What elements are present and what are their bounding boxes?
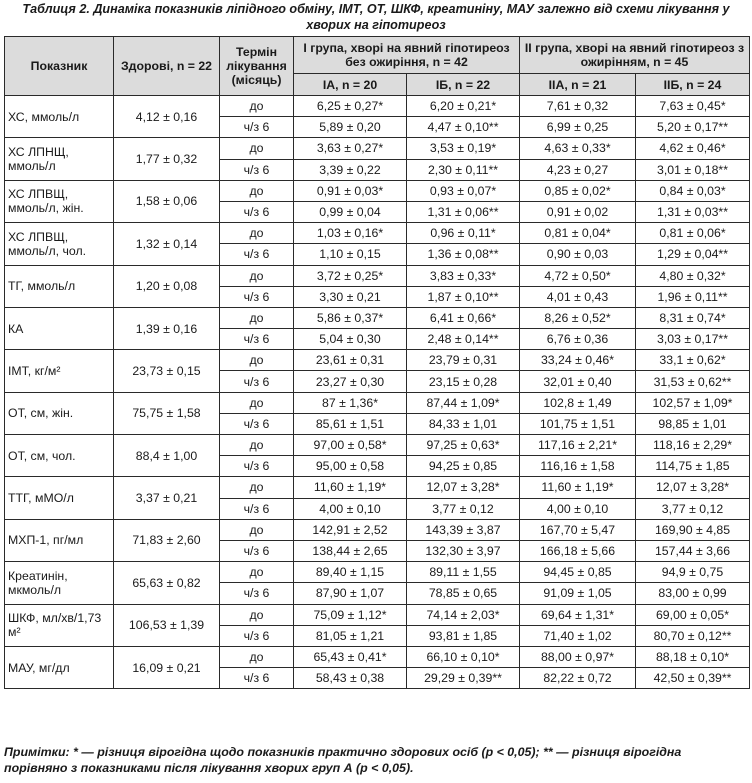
value-cell: 84,33 ± 1,01 [407, 413, 520, 434]
value-cell: 5,04 ± 0,30 [294, 329, 407, 350]
term-cell: ч/з 6 [220, 540, 294, 561]
value-cell: 80,70 ± 0,12** [636, 625, 750, 646]
term-cell: ч/з 6 [220, 286, 294, 307]
value-cell: 6,20 ± 0,21* [407, 96, 520, 117]
value-cell: 23,15 ± 0,28 [407, 371, 520, 392]
term-cell: до [220, 392, 294, 413]
value-cell: 71,40 ± 1,02 [520, 625, 636, 646]
value-cell: 138,44 ± 2,65 [294, 540, 407, 561]
indicator-cell: ХС ЛПВЩ, ммоль/л, чол. [5, 223, 114, 265]
healthy-value-cell: 71,83 ± 2,60 [114, 519, 220, 561]
value-cell: 87,90 ± 1,07 [294, 583, 407, 604]
value-cell: 117,16 ± 2,21* [520, 435, 636, 456]
header-group-2: II група, хворі на явний гіпотиреоз з ожирінням, n = 45 [520, 37, 750, 74]
header-indicator: Показник [5, 37, 114, 96]
value-cell: 33,1 ± 0,62* [636, 350, 750, 371]
value-cell: 0,84 ± 0,03* [636, 180, 750, 201]
value-cell: 82,22 ± 0,72 [520, 668, 636, 689]
value-cell: 58,43 ± 0,38 [294, 668, 407, 689]
table-row [5, 138, 750, 159]
value-cell: 94,25 ± 0,85 [407, 456, 520, 477]
value-cell: 0,93 ± 0,07* [407, 180, 520, 201]
healthy-value-cell: 88,4 ± 1,00 [114, 435, 220, 477]
indicator-cell: ХС ЛПНЩ, ммоль/л [5, 138, 114, 180]
indicator-cell: ХС, ммоль/л [5, 96, 114, 138]
value-cell: 5,20 ± 0,17** [636, 117, 750, 138]
value-cell: 0,96 ± 0,11* [407, 223, 520, 244]
table-row [5, 96, 750, 117]
value-cell: 1,36 ± 0,08** [407, 244, 520, 265]
table-row [5, 477, 750, 498]
table-note [4, 744, 748, 776]
header-term: Термін лікування (місяць) [220, 37, 294, 96]
term-cell: ч/з 6 [220, 456, 294, 477]
value-cell: 3,53 ± 0,19* [407, 138, 520, 159]
value-cell: 8,26 ± 0,52* [520, 307, 636, 328]
term-cell: до [220, 307, 294, 328]
term-cell: ч/з 6 [220, 625, 294, 646]
indicator-cell: ОТ, см, чол. [5, 435, 114, 477]
table-row [5, 180, 750, 201]
value-cell: 6,99 ± 0,25 [520, 117, 636, 138]
healthy-value-cell: 75,75 ± 1,58 [114, 392, 220, 434]
header-sub-ia: IA, n = 20 [294, 74, 407, 96]
indicator-cell: ХС ЛПВЩ, ммоль/л, жін. [5, 180, 114, 222]
value-cell: 5,89 ± 0,20 [294, 117, 407, 138]
table-caption: Таблиця 2. Динаміка показників ліпідного обміну, ІМТ, ОТ, ШКФ, креатиніну, МАУ залежно від схеми лікування у хворих на гіпотиреоз [22, 2, 730, 32]
value-cell: 3,72 ± 0,25* [294, 265, 407, 286]
note-text: * — різниця вірогідна щодо показників практично здорових осіб (p < 0,05); ** — різниця вірогідна порівняно з показниками після лікування хворих груп А (p < 0,05). [4, 745, 682, 775]
value-cell: 166,18 ± 5,66 [520, 540, 636, 561]
healthy-value-cell: 65,63 ± 0,82 [114, 562, 220, 604]
value-cell: 1,31 ± 0,06** [407, 201, 520, 222]
indicator-cell: ТГ, ммоль/л [5, 265, 114, 307]
term-cell: ч/з 6 [220, 498, 294, 519]
value-cell: 97,25 ± 0,63* [407, 435, 520, 456]
value-cell: 66,10 ± 0,10* [407, 646, 520, 667]
value-cell: 1,29 ± 0,04** [636, 244, 750, 265]
header-sub-ib: IБ, n = 22 [407, 74, 520, 96]
value-cell: 1,10 ± 0,15 [294, 244, 407, 265]
value-cell: 4,23 ± 0,27 [520, 159, 636, 180]
value-cell: 89,40 ± 1,15 [294, 562, 407, 583]
value-cell: 98,85 ± 1,01 [636, 413, 750, 434]
term-cell: до [220, 519, 294, 540]
table-row [5, 307, 750, 328]
term-cell: до [220, 180, 294, 201]
header-healthy: Здорові, n = 22 [114, 37, 220, 96]
value-cell: 94,9 ± 0,75 [636, 562, 750, 583]
note-lead: Примітки: [4, 745, 70, 759]
value-cell: 0,81 ± 0,04* [520, 223, 636, 244]
value-cell: 157,44 ± 3,66 [636, 540, 750, 561]
value-cell: 11,60 ± 1,19* [520, 477, 636, 498]
value-cell: 3,83 ± 0,33* [407, 265, 520, 286]
value-cell: 3,77 ± 0,12 [636, 498, 750, 519]
value-cell: 114,75 ± 1,85 [636, 456, 750, 477]
value-cell: 88,00 ± 0,97* [520, 646, 636, 667]
value-cell: 69,00 ± 0,05* [636, 604, 750, 625]
healthy-value-cell: 23,73 ± 0,15 [114, 350, 220, 392]
indicator-cell: МАУ, мг/дл [5, 646, 114, 688]
value-cell: 23,27 ± 0,30 [294, 371, 407, 392]
value-cell: 1,03 ± 0,16* [294, 223, 407, 244]
term-cell: до [220, 265, 294, 286]
value-cell: 6,76 ± 0,36 [520, 329, 636, 350]
value-cell: 3,63 ± 0,27* [294, 138, 407, 159]
table-row [5, 350, 750, 371]
term-cell: до [220, 435, 294, 456]
value-cell: 4,01 ± 0,43 [520, 286, 636, 307]
value-cell: 3,77 ± 0,12 [407, 498, 520, 519]
healthy-value-cell: 1,20 ± 0,08 [114, 265, 220, 307]
value-cell: 75,09 ± 1,12* [294, 604, 407, 625]
value-cell: 6,25 ± 0,27* [294, 96, 407, 117]
value-cell: 94,45 ± 0,85 [520, 562, 636, 583]
term-cell: до [220, 138, 294, 159]
value-cell: 102,57 ± 1,09* [636, 392, 750, 413]
value-cell: 8,31 ± 0,74* [636, 307, 750, 328]
healthy-value-cell: 4,12 ± 0,16 [114, 96, 220, 138]
term-cell: до [220, 350, 294, 371]
value-cell: 97,00 ± 0,58* [294, 435, 407, 456]
value-cell: 1,31 ± 0,03** [636, 201, 750, 222]
value-cell: 2,30 ± 0,11** [407, 159, 520, 180]
table-row [5, 562, 750, 583]
header-sub-iib: IIБ, n = 24 [636, 74, 750, 96]
value-cell: 95,00 ± 0,58 [294, 456, 407, 477]
value-cell: 87,44 ± 1,09* [407, 392, 520, 413]
value-cell: 91,09 ± 1,05 [520, 583, 636, 604]
value-cell: 74,14 ± 2,03* [407, 604, 520, 625]
healthy-value-cell: 106,53 ± 1,39 [114, 604, 220, 646]
table-row [5, 604, 750, 625]
indicator-cell: КА [5, 307, 114, 349]
value-cell: 78,85 ± 0,65 [407, 583, 520, 604]
value-cell: 3,39 ± 0,22 [294, 159, 407, 180]
term-cell: ч/з 6 [220, 413, 294, 434]
value-cell: 101,75 ± 1,51 [520, 413, 636, 434]
healthy-value-cell: 16,09 ± 0,21 [114, 646, 220, 688]
value-cell: 0,91 ± 0,02 [520, 201, 636, 222]
value-cell: 143,39 ± 3,87 [407, 519, 520, 540]
value-cell: 1,96 ± 0,11** [636, 286, 750, 307]
term-cell: ч/з 6 [220, 201, 294, 222]
healthy-value-cell: 1,32 ± 0,14 [114, 223, 220, 265]
value-cell: 23,79 ± 0,31 [407, 350, 520, 371]
table-row [5, 223, 750, 244]
term-cell: до [220, 223, 294, 244]
value-cell: 4,62 ± 0,46* [636, 138, 750, 159]
value-cell: 32,01 ± 0,40 [520, 371, 636, 392]
data-table [4, 36, 750, 689]
value-cell: 142,91 ± 2,52 [294, 519, 407, 540]
value-cell: 69,64 ± 1,31* [520, 604, 636, 625]
value-cell: 4,80 ± 0,32* [636, 265, 750, 286]
term-cell: ч/з 6 [220, 583, 294, 604]
healthy-value-cell: 1,58 ± 0,06 [114, 180, 220, 222]
value-cell: 0,91 ± 0,03* [294, 180, 407, 201]
term-cell: до [220, 646, 294, 667]
header-group-1: I група, хворі на явний гіпотиреоз без ожиріння, n = 42 [294, 37, 520, 74]
term-cell: до [220, 477, 294, 498]
indicator-cell: ІМТ, кг/м² [5, 350, 114, 392]
value-cell: 42,50 ± 0,39** [636, 668, 750, 689]
value-cell: 83,00 ± 0,99 [636, 583, 750, 604]
term-cell: ч/з 6 [220, 329, 294, 350]
header-sub-iia: IIA, n = 21 [520, 74, 636, 96]
indicator-cell: ШКФ, мл/хв/1,73 м² [5, 604, 114, 646]
value-cell: 4,47 ± 0,10** [407, 117, 520, 138]
value-cell: 4,72 ± 0,50* [520, 265, 636, 286]
value-cell: 87 ± 1,36* [294, 392, 407, 413]
value-cell: 102,8 ± 1,49 [520, 392, 636, 413]
value-cell: 116,16 ± 1,58 [520, 456, 636, 477]
value-cell: 2,48 ± 0,14** [407, 329, 520, 350]
value-cell: 0,85 ± 0,02* [520, 180, 636, 201]
value-cell: 65,43 ± 0,41* [294, 646, 407, 667]
value-cell: 4,00 ± 0,10 [520, 498, 636, 519]
value-cell: 167,70 ± 5,47 [520, 519, 636, 540]
table-row [5, 265, 750, 286]
value-cell: 5,86 ± 0,37* [294, 307, 407, 328]
value-cell: 29,29 ± 0,39** [407, 668, 520, 689]
value-cell: 1,87 ± 0,10** [407, 286, 520, 307]
table-row [5, 646, 750, 667]
indicator-cell: МХП-1, пг/мл [5, 519, 114, 561]
value-cell: 3,03 ± 0,17** [636, 329, 750, 350]
value-cell: 4,63 ± 0,33* [520, 138, 636, 159]
value-cell: 7,61 ± 0,32 [520, 96, 636, 117]
value-cell: 81,05 ± 1,21 [294, 625, 407, 646]
term-cell: до [220, 96, 294, 117]
table-body [5, 96, 750, 689]
healthy-value-cell: 1,77 ± 0,32 [114, 138, 220, 180]
value-cell: 11,60 ± 1,19* [294, 477, 407, 498]
term-cell: ч/з 6 [220, 371, 294, 392]
term-cell: ч/з 6 [220, 668, 294, 689]
term-cell: ч/з 6 [220, 117, 294, 138]
value-cell: 31,53 ± 0,62** [636, 371, 750, 392]
healthy-value-cell: 3,37 ± 0,21 [114, 477, 220, 519]
healthy-value-cell: 1,39 ± 0,16 [114, 307, 220, 349]
value-cell: 89,11 ± 1,55 [407, 562, 520, 583]
indicator-cell: ОТ, см, жін. [5, 392, 114, 434]
term-cell: ч/з 6 [220, 244, 294, 265]
value-cell: 6,41 ± 0,66* [407, 307, 520, 328]
value-cell: 7,63 ± 0,45* [636, 96, 750, 117]
value-cell: 0,81 ± 0,06* [636, 223, 750, 244]
indicator-cell: ТТГ, мМО/л [5, 477, 114, 519]
value-cell: 3,01 ± 0,18** [636, 159, 750, 180]
value-cell: 118,16 ± 2,29* [636, 435, 750, 456]
value-cell: 12,07 ± 3,28* [636, 477, 750, 498]
value-cell: 23,61 ± 0,31 [294, 350, 407, 371]
indicator-cell: Креатинін, мкмоль/л [5, 562, 114, 604]
value-cell: 0,90 ± 0,03 [520, 244, 636, 265]
term-cell: до [220, 604, 294, 625]
value-cell: 93,81 ± 1,85 [407, 625, 520, 646]
value-cell: 12,07 ± 3,28* [407, 477, 520, 498]
value-cell: 85,61 ± 1,51 [294, 413, 407, 434]
value-cell: 0,99 ± 0,04 [294, 201, 407, 222]
value-cell: 4,00 ± 0,10 [294, 498, 407, 519]
table-row [5, 519, 750, 540]
table-row [5, 392, 750, 413]
value-cell: 169,90 ± 4,85 [636, 519, 750, 540]
term-cell: до [220, 562, 294, 583]
value-cell: 33,24 ± 0,46* [520, 350, 636, 371]
table-row [5, 435, 750, 456]
term-cell: ч/з 6 [220, 159, 294, 180]
value-cell: 132,30 ± 3,97 [407, 540, 520, 561]
value-cell: 3,30 ± 0,21 [294, 286, 407, 307]
value-cell: 88,18 ± 0,10* [636, 646, 750, 667]
